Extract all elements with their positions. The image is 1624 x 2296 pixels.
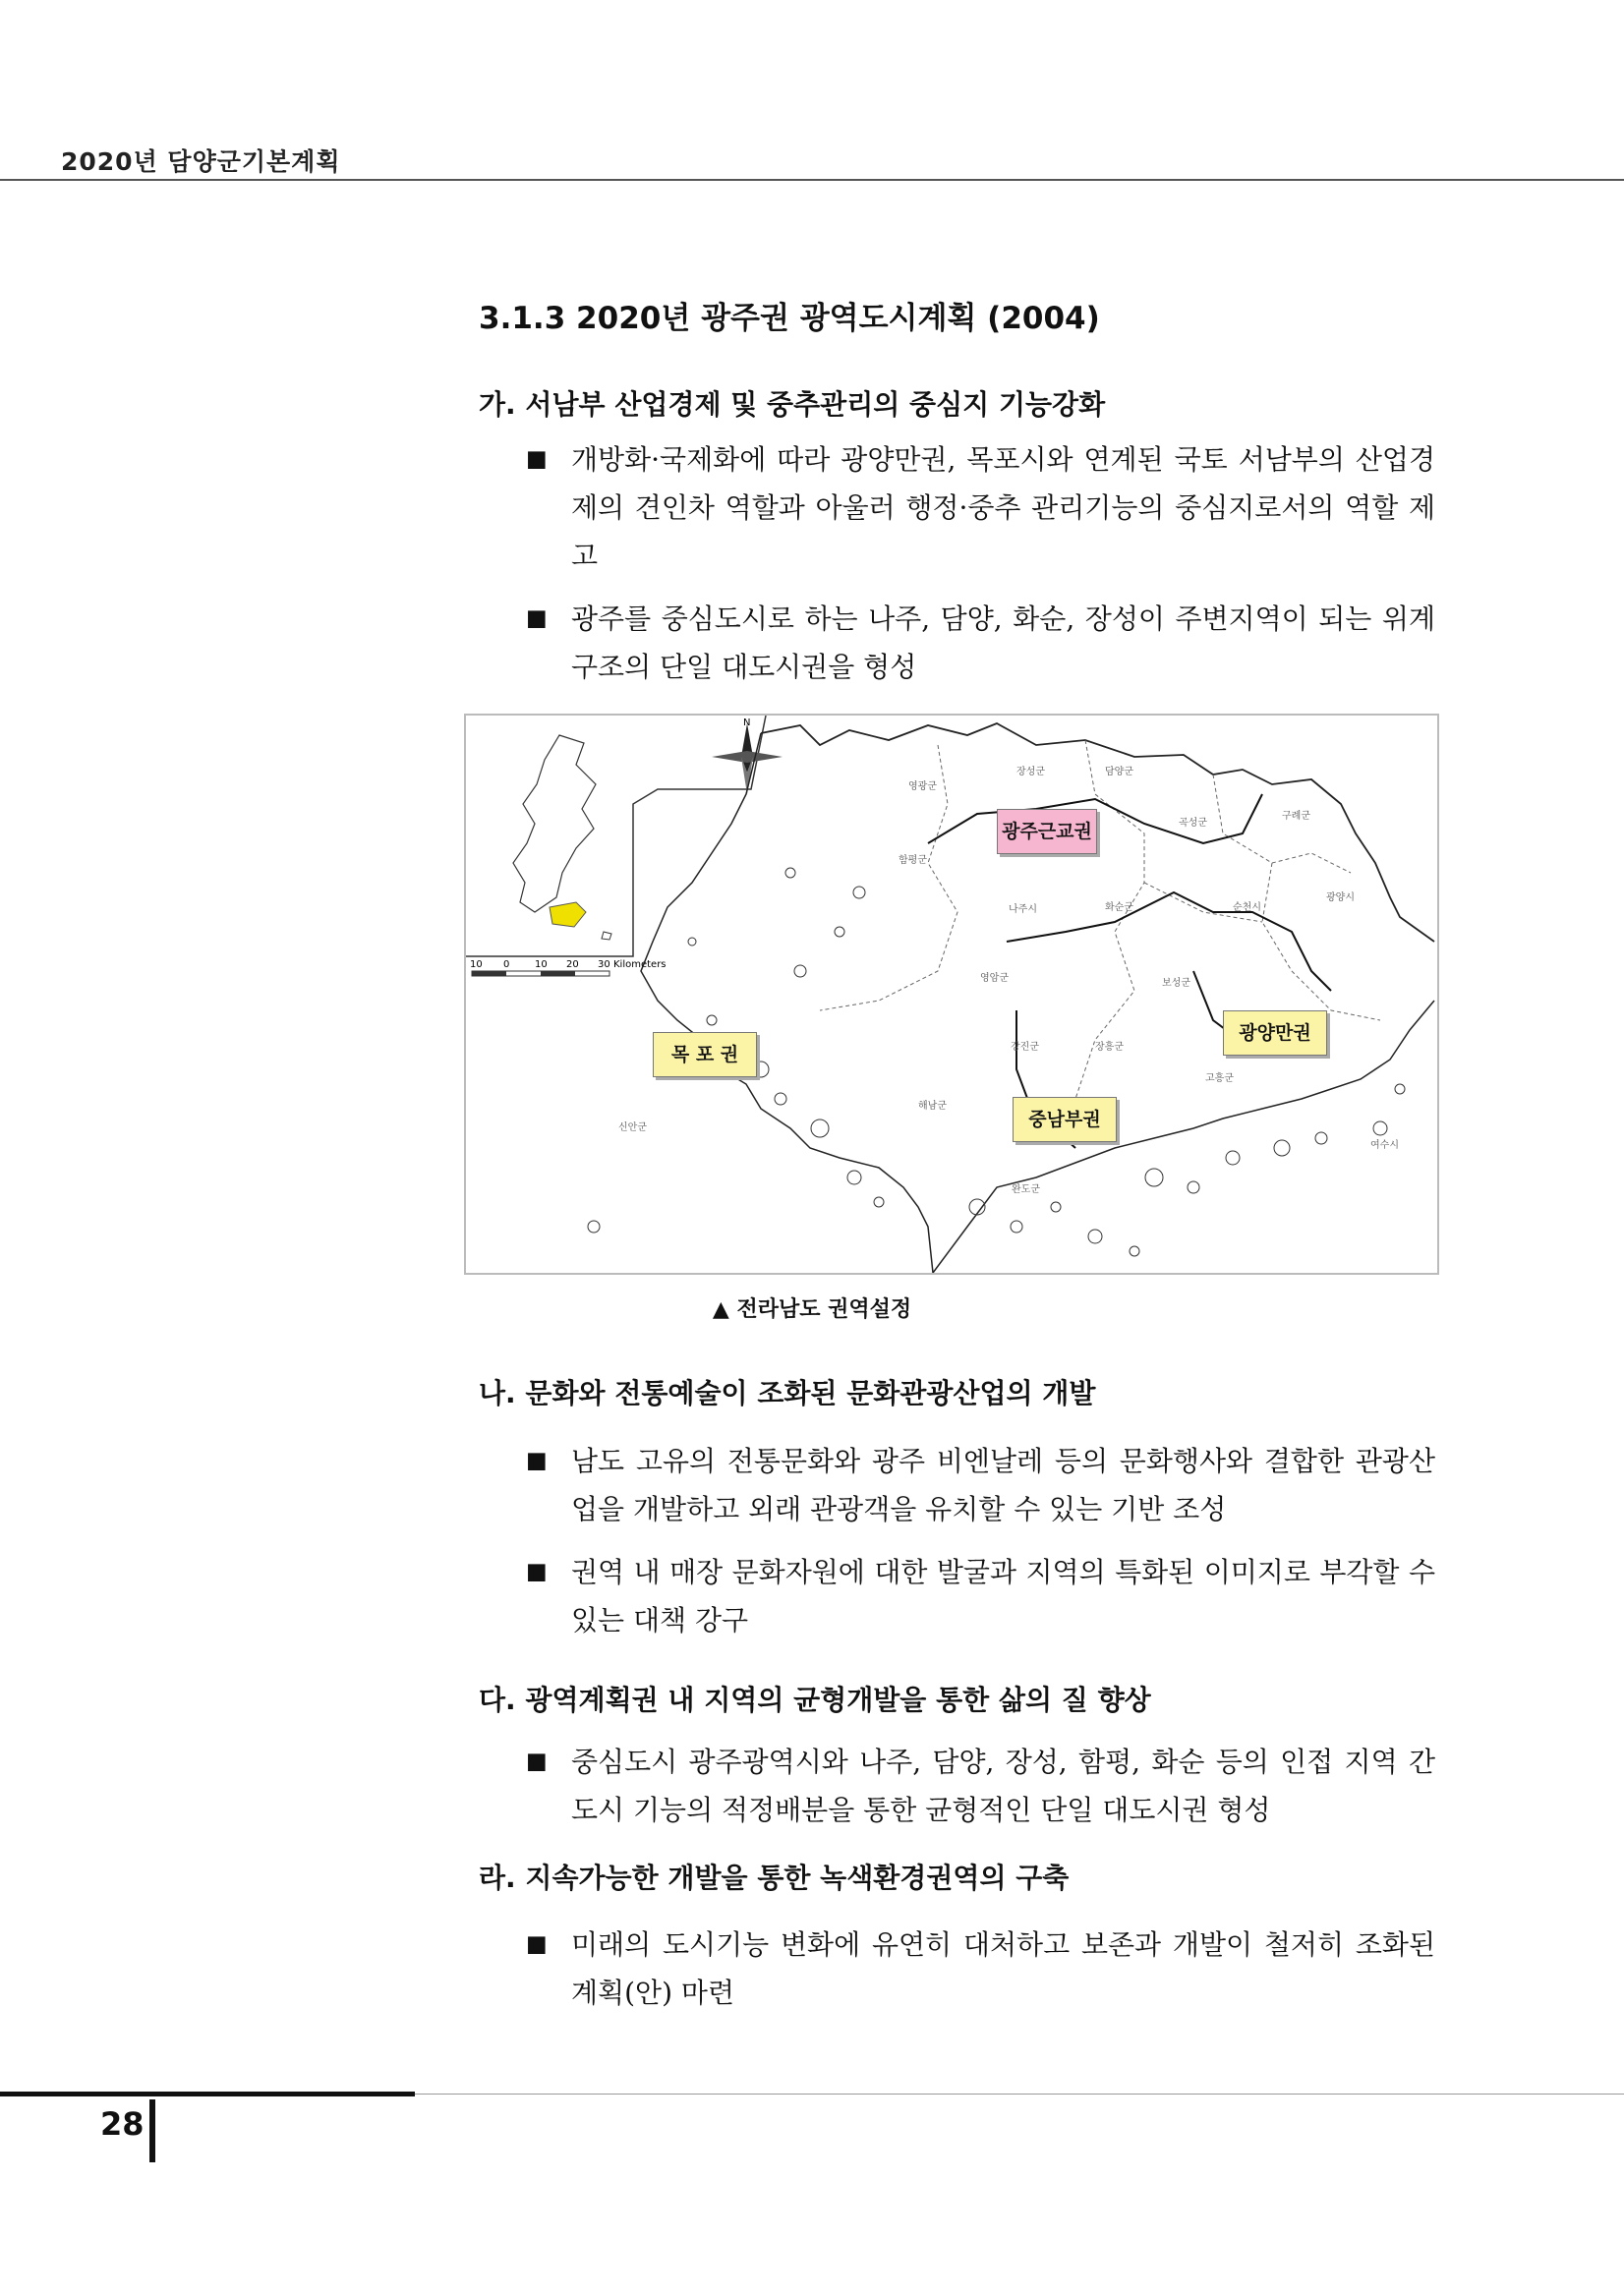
footer-rule-thin [415, 2094, 1624, 2095]
place-name: 순천시 [1233, 902, 1261, 913]
bullet-square-icon: ■ [526, 446, 548, 472]
scale-tick: 20 [566, 959, 579, 970]
bullet-text: 개방화·국제화에 따라 광양만권, 목포시와 연계된 국토 서남부의 산업경제의 견인차 역할과 아울러 행정·중추 관리기능의 중심지로서의 역할 제고 [571, 443, 1435, 572]
bullet-item [526, 1738, 1435, 1834]
region-label-central-south: 중남부권 [1013, 1097, 1117, 1142]
bullet-square-icon: ■ [526, 1749, 548, 1774]
bullet-text: 중심도시 광주광역시와 나주, 담양, 장성, 함평, 화순 등의 인접 지역 간 도시 기능의 적정배분을 통한 균형적인 단일 대도시권 형성 [571, 1746, 1435, 1826]
bullet-text: 권역 내 매장 문화자원에 대한 발굴과 지역의 특화된 이미지로 부각할 수 있는 대책 강구 [571, 1556, 1435, 1636]
bullet-text: 남도 고유의 전통문화와 광주 비엔날레 등의 문화행사와 결합한 관광산업을 개발하고 외래 관광객을 유치할 수 있는 기반 조성 [571, 1445, 1435, 1525]
scale-unit: Kilometers [613, 959, 667, 970]
section-title: 3.1.3 2020년 광주권 광역도시계획 (2004) [479, 301, 1100, 336]
header-divider [0, 179, 1624, 181]
page-number: 28 [100, 2105, 145, 2143]
place-name: 강진군 [1011, 1042, 1039, 1053]
place-name: 영광군 [908, 781, 937, 792]
bullet-item [526, 595, 1435, 691]
place-name: 화순군 [1105, 902, 1133, 913]
place-name: 함평군 [899, 855, 927, 866]
place-name: 장흥군 [1095, 1042, 1124, 1053]
scale-tick: 10 [470, 959, 483, 970]
subsection-heading: 나. 문화와 전통예술이 조화된 문화관광산업의 개발 [479, 1377, 1096, 1409]
place-name: 영암군 [980, 973, 1009, 984]
north-arrow-icon [712, 723, 783, 794]
region-label-gwangju-suburban: 광주근교권 [997, 809, 1097, 854]
place-name: 고흥군 [1205, 1073, 1234, 1084]
place-name: 여수시 [1370, 1140, 1399, 1151]
place-name: 곡성군 [1179, 818, 1207, 829]
place-name: 해남군 [918, 1101, 947, 1112]
subsection-heading: 가. 서남부 산업경제 및 중추관리의 중심지 기능강화 [479, 388, 1106, 421]
running-header: 2020년 담양군기본계획 [61, 147, 341, 176]
page-number-bar [149, 2099, 155, 2162]
bullet-item [526, 1921, 1435, 2017]
map-graphic [466, 716, 1437, 1273]
scale-tick: 10 [535, 959, 548, 970]
figure-caption: ▲ 전라남도 권역설정 [712, 1297, 912, 1322]
place-name: 장성군 [1016, 767, 1045, 777]
place-name: 완도군 [1012, 1184, 1040, 1195]
subsection-heading: 다. 광역계획권 내 지역의 균형개발을 통한 삶의 질 향상 [479, 1684, 1151, 1716]
bullet-square-icon: ■ [526, 1448, 548, 1473]
scale-tick: 30 [598, 959, 610, 970]
place-name: 구례군 [1282, 811, 1310, 822]
scale-tick: 0 [503, 959, 510, 970]
region-map-figure [464, 714, 1439, 1275]
bullet-item [526, 1437, 1435, 1533]
bullet-item [526, 1548, 1435, 1644]
place-name: 신안군 [618, 1122, 647, 1133]
place-name: 광양시 [1326, 892, 1355, 903]
jeonnam-highlight [550, 902, 586, 927]
region-label-gwangyang-bay: 광양만권 [1223, 1010, 1327, 1056]
bullet-square-icon: ■ [526, 1559, 548, 1584]
subsection-heading: 라. 지속가능한 개발을 통한 녹색환경권역의 구축 [479, 1862, 1070, 1894]
north-label: N [743, 718, 751, 728]
region-label-mokpo: 목 포 권 [653, 1032, 757, 1077]
footer-rule [0, 2092, 415, 2096]
bullet-item [526, 435, 1435, 580]
place-name: 담양군 [1105, 767, 1133, 777]
place-name: 보성군 [1162, 978, 1190, 989]
bullet-text: 광주를 중심도시로 하는 나주, 담양, 화순, 장성이 주변지역이 되는 위계구조의 단일 대도시권을 형성 [571, 603, 1435, 683]
bullet-square-icon: ■ [526, 1931, 548, 1957]
bullet-square-icon: ■ [526, 605, 548, 631]
bullet-text: 미래의 도시기능 변화에 유연히 대처하고 보존과 개발이 철저히 조화된 계획(안) 마련 [571, 1928, 1435, 2009]
place-name: 나주시 [1009, 904, 1037, 915]
